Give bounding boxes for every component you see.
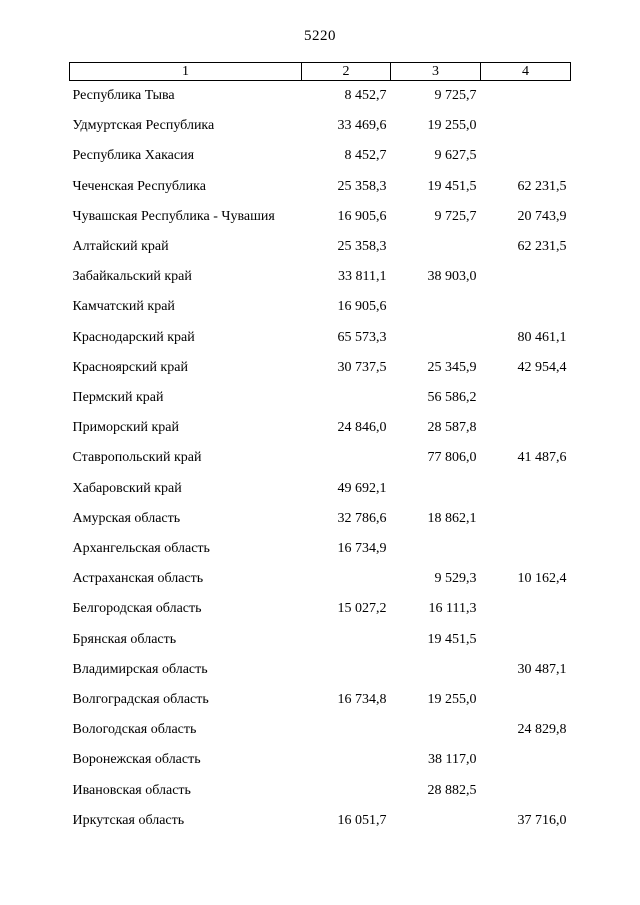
table-row: [70, 594, 571, 624]
column-4-value: 62 231,5: [517, 239, 567, 255]
region-cell: Архангельская область: [72, 541, 210, 557]
table-row: [70, 232, 571, 262]
column-2-value: 30 737,5: [337, 359, 387, 375]
column-2-value: 33 469,6: [337, 118, 387, 134]
region-cell: Алтайский край: [72, 239, 169, 255]
region-cell: Республика Хакасия: [72, 148, 195, 164]
table-row: [70, 685, 571, 715]
column-4-value: [481, 745, 571, 775]
column-3-value: [391, 232, 481, 262]
column-3-value: [391, 655, 481, 685]
column-3-value: [391, 715, 481, 745]
column-4-value: 37 716,0: [517, 812, 567, 828]
column-4-value: [481, 413, 571, 443]
column-4-value: 41 487,6: [517, 450, 567, 466]
region-cell: Воронежская область: [72, 752, 201, 768]
column-2-value: [302, 625, 391, 655]
region-cell: Камчатский край: [72, 299, 175, 315]
table-row: [70, 474, 571, 504]
column-3-value: [391, 806, 481, 836]
column-4-value: 42 954,4: [517, 359, 567, 375]
column-4-value: [481, 292, 571, 322]
region-cell: Амурская область: [72, 510, 181, 526]
table-row: [70, 353, 571, 383]
column-2-value: 32 786,6: [337, 510, 387, 526]
region-cell: Удмуртская Республика: [72, 118, 215, 134]
column-2-value: [302, 383, 391, 413]
table-row: [70, 443, 571, 473]
column-3-value: 19 451,5: [427, 178, 477, 194]
table-header: [70, 63, 571, 81]
column-3-value: 9 725,7: [434, 88, 477, 103]
region-cell: Ивановская область: [72, 782, 191, 798]
column-header-2: 2: [302, 63, 391, 81]
table-body: [70, 81, 571, 837]
column-3-value: 25 345,9: [427, 359, 477, 375]
column-2-value: 65 573,3: [337, 329, 387, 345]
column-3-value: 9 725,7: [434, 208, 477, 224]
table-row: [70, 413, 571, 443]
column-4-value: [481, 262, 571, 292]
column-3-value: 18 862,1: [427, 510, 477, 526]
region-cell: Белгородская область: [72, 601, 202, 617]
column-2-value: [302, 776, 391, 806]
column-4-value: [481, 534, 571, 564]
column-3-value: 56 586,2: [427, 390, 477, 406]
region-cell: Чеченская Республика: [72, 178, 206, 194]
column-4-value: [481, 141, 571, 171]
column-4-value: 10 162,4: [517, 571, 567, 587]
table-row: [70, 534, 571, 564]
table-row: [70, 776, 571, 806]
region-cell: Забайкальский край: [72, 269, 192, 285]
region-cell: Хабаровский край: [72, 480, 182, 496]
column-4-value: 20 743,9: [517, 208, 567, 224]
header-row: [70, 63, 571, 81]
column-4-value: 30 487,1: [517, 661, 567, 677]
region-cell: Владимирская область: [72, 661, 208, 677]
column-2-value: 25 358,3: [337, 178, 387, 194]
column-3-value: [391, 292, 481, 322]
column-2-value: 16 905,6: [337, 208, 387, 224]
column-2-value: 8 452,7: [344, 148, 387, 164]
region-cell: Республика Тыва: [72, 88, 175, 103]
table-row: [70, 504, 571, 534]
column-2-value: 16 905,6: [337, 299, 387, 315]
column-3-value: 16 111,3: [428, 601, 477, 617]
table-row: [70, 141, 571, 171]
column-3-value: 38 903,0: [427, 269, 477, 285]
region-cell: Брянская область: [72, 631, 177, 647]
column-4-value: [481, 625, 571, 655]
column-3-value: [391, 323, 481, 353]
region-cell: Красноярский край: [72, 359, 188, 375]
column-2-value: [302, 443, 391, 473]
column-4-value: 62 231,5: [517, 178, 567, 194]
column-3-value: 19 255,0: [427, 118, 477, 134]
table-row: [70, 202, 571, 232]
column-3-value: 77 806,0: [427, 450, 477, 466]
page-number: 5220: [304, 28, 336, 44]
table-row: [70, 172, 571, 202]
region-cell: Ставропольский край: [72, 450, 202, 466]
table-row: [70, 81, 571, 112]
column-3-value: 9 627,5: [434, 148, 477, 164]
column-2-value: 33 811,1: [338, 269, 387, 285]
column-4-value: [481, 504, 571, 534]
table-row: [70, 383, 571, 413]
column-2-value: [302, 715, 391, 745]
column-2-value: [302, 564, 391, 594]
column-2-value: 16 734,8: [337, 692, 387, 708]
column-4-value: 80 461,1: [517, 329, 567, 345]
table-row: [70, 564, 571, 594]
column-2-value: 16 734,9: [337, 541, 387, 557]
column-header-3: 3: [391, 63, 481, 81]
table-row: [70, 625, 571, 655]
column-4-value: [481, 383, 571, 413]
column-3-value: 19 255,0: [427, 692, 477, 708]
table-row: [70, 111, 571, 141]
column-2-value: [302, 655, 391, 685]
column-header-4: 4: [481, 63, 571, 81]
region-cell: Вологодская область: [72, 722, 197, 738]
column-2-value: 25 358,3: [337, 239, 387, 255]
column-4-value: [481, 81, 571, 112]
table-row: [70, 323, 571, 353]
column-2-value: 8 452,7: [344, 88, 387, 103]
table-row: [70, 262, 571, 292]
region-cell: Краснодарский край: [72, 329, 195, 345]
column-header-1: 1: [70, 63, 302, 81]
column-3-value: [391, 534, 481, 564]
column-3-value: 38 117,0: [428, 752, 477, 768]
column-3-value: 19 451,5: [427, 631, 477, 647]
region-cell: Астраханская область: [72, 571, 204, 587]
column-3-value: 9 529,3: [434, 571, 477, 587]
region-cell: Иркутская область: [72, 812, 185, 828]
column-2-value: [302, 745, 391, 775]
table-row: [70, 715, 571, 745]
region-cell: Волгоградская область: [72, 692, 209, 708]
column-4-value: [481, 474, 571, 504]
data-table: [69, 62, 571, 836]
table-row: [70, 806, 571, 836]
table-row: [70, 745, 571, 775]
column-4-value: 24 829,8: [517, 722, 567, 738]
column-2-value: 15 027,2: [337, 601, 387, 617]
column-4-value: [481, 685, 571, 715]
column-3-value: 28 587,8: [427, 420, 477, 436]
column-3-value: 28 882,5: [427, 782, 477, 798]
region-cell: Пермский край: [72, 390, 164, 406]
column-4-value: [481, 594, 571, 624]
column-4-value: [481, 111, 571, 141]
column-2-value: 16 051,7: [337, 812, 387, 828]
region-cell: Приморский край: [72, 420, 179, 436]
column-2-value: 49 692,1: [337, 480, 387, 496]
table-row: [70, 655, 571, 685]
column-3-value: [391, 474, 481, 504]
column-4-value: [481, 776, 571, 806]
region-cell: Чувашская Республика - Чувашия: [72, 208, 275, 224]
column-2-value: 24 846,0: [337, 420, 387, 436]
table-row: [70, 292, 571, 322]
